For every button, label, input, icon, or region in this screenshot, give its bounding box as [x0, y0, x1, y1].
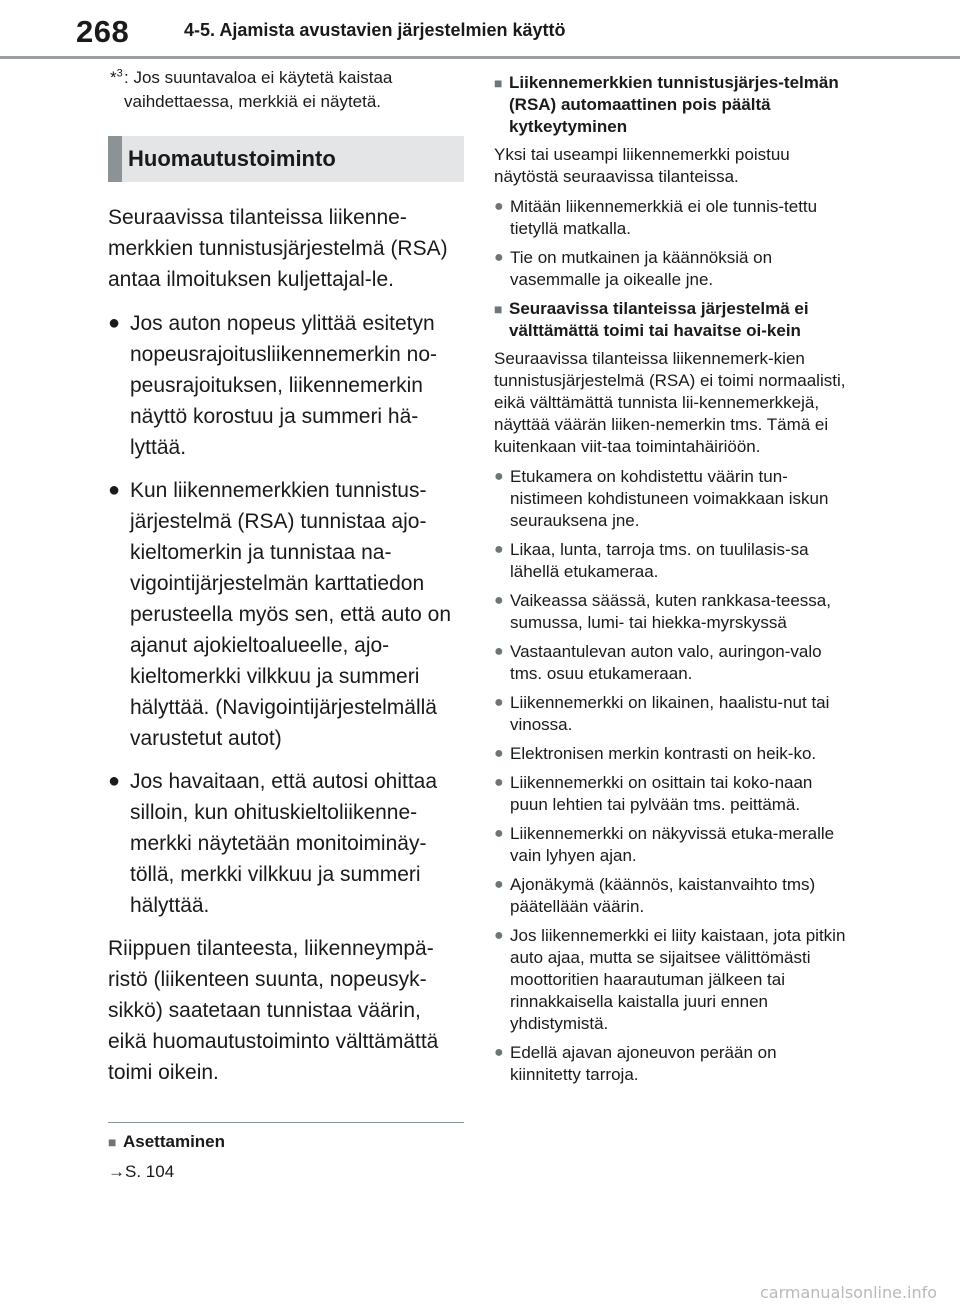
intro-paragraph: Seuraavissa tilanteissa liikenne-merkkien tunnistusjärjestelmä (RSA) antaa ilmoituksen kuljettajal-le. — [108, 206, 448, 291]
list-item: ● Jos havaitaan, että autosi ohittaa silloin, kun ohituskieltoliikenne-merkki näytetään monitoiminäy-töllä, merkki vilkkuu ja summeri hälyttää. — [108, 766, 464, 921]
closing-paragraph: Riippuen tilanteesta, liikenneympä-ristö (liikenteen suunta, nopeusyk-sikkö) saatetaan tunnistaa väärin, eikä huomautustoiminto välttämättä toimi oikein. — [108, 937, 439, 1084]
setting-heading: ■ Asettaminen — [108, 1132, 226, 1151]
left-column — [108, 66, 464, 1183]
list-item: ● Liikennemerkki on likainen, haalistu-nut tai vinossa. — [494, 693, 830, 734]
list-item: ● Mitään liikennemerkkiä ei ole tunnis-tettu tietyllä matkalla. — [494, 197, 818, 238]
malfunction-list — [494, 466, 850, 1086]
filled-circle-icon: ● — [494, 927, 504, 944]
malfunction-heading: ■ Seuraavissa tilanteissa järjestelmä ei välttämättä toimi tai havaitse oi-kein — [494, 299, 809, 340]
page-number: 268 — [76, 14, 130, 49]
header-divider — [0, 56, 960, 59]
section-header-box — [108, 136, 464, 182]
filled-circle-icon: ● — [494, 541, 504, 558]
list-item: ● Kun liikennemerkkien tunnistus-järjestelmä (RSA) tunnistaa ajo-kieltomerkin ja tunnistaa na-vigointijärjestelmän karttatiedon perusteella myös sen, että auto on ajanut ajokieltoalueelle, ajo-kieltomerkki vilkkuu ja summeri hälyttää. (Navigointijärjestelmällä varustetut autot) — [108, 475, 464, 754]
list-item: ● Jos liikennemerkki ei liity kaistaan, jota pitkin auto ajaa, mutta se sijaitsee välittömästi moottoritien haarautuman jälkeen tai rinnakkaisella kaistalla juuri ennen yhdistymistä. — [494, 926, 846, 1033]
bullet-list — [108, 308, 464, 921]
auto-off-heading: ■ Liikennemerkkien tunnistusjärjes-telmän (RSA) automaattinen pois päältä kytkeytyminen — [494, 73, 839, 136]
filled-circle-icon: ● — [494, 198, 504, 215]
filled-square-icon: ■ — [494, 75, 503, 91]
filled-circle-icon: ● — [494, 876, 504, 893]
filled-circle-icon: ● — [494, 745, 504, 762]
filled-circle-icon: ● — [494, 643, 504, 660]
filled-circle-icon: ● — [494, 694, 504, 711]
list-item: ● Tie on mutkainen ja käännöksiä on vasemmalle ja oikealle jne. — [494, 248, 773, 289]
list-item: ● Liikennemerkki on osittain tai koko-naan puun lehtien tai pylvään tms. peittämä. — [494, 773, 813, 814]
page-header — [0, 0, 960, 60]
footnote-marker: *$^3$ — [110, 67, 123, 87]
section-divider — [108, 1122, 464, 1123]
list-item: ● Jos auton nopeus ylittää esitetyn nopeusrajoitusliikennemerkin no-peusrajoituksen, liikennemerkin näyttö korostuu ja summeri hä-lyttää. — [108, 308, 464, 463]
list-item: ● Liikennemerkki on näkyvissä etuka-meralle vain lyhyen ajan. — [494, 824, 835, 865]
footnote-text: : Jos suuntavaloa ei käytetä kaistaa vaihdettaessa, merkkiä ei näytetä. — [124, 68, 393, 111]
right-arrow-icon: → — [108, 1162, 125, 1181]
section-title: Huomautustoiminto — [128, 146, 336, 171]
filled-square-icon: ■ — [494, 301, 503, 317]
page-reference[interactable]: →S. 104 — [108, 1162, 175, 1181]
filled-circle-icon: ● — [108, 479, 121, 501]
footnote — [110, 66, 464, 114]
list-item: ● Etukamera on kohdistettu väärin tun-nistimeen kohdistuneen voimakkaan iskun seurauksena jne. — [494, 467, 829, 530]
list-item: ● Ajonäkymä (käännös, kaistanvaihto tms) päätellään väärin. — [494, 875, 816, 916]
list-item: ● Vastaantulevan auton valo, auringon-valo tms. osuu etukameraan. — [494, 642, 822, 683]
filled-circle-icon: ● — [494, 592, 504, 609]
chapter-title: 4-5. Ajamista avustavien järjestelmien käyttö — [184, 20, 566, 40]
right-column — [494, 72, 850, 1093]
filled-circle-icon: ● — [108, 770, 121, 792]
filled-circle-icon: ● — [494, 1044, 504, 1061]
filled-circle-icon: ● — [494, 249, 504, 266]
filled-square-icon: ■ — [108, 1134, 117, 1150]
filled-circle-icon: ● — [494, 468, 504, 485]
filled-circle-icon: ● — [494, 825, 504, 842]
list-item: ● Vaikeassa säässä, kuten rankkasa-teessa, sumussa, lumi- tai hiekka-myrskyssä — [494, 591, 831, 632]
filled-circle-icon: ● — [494, 774, 504, 791]
list-item: ● Elektronisen merkin kontrasti on heik-ko. — [494, 744, 817, 763]
list-item: ● Likaa, lunta, tarroja tms. on tuulilasis-sa lähellä etukameraa. — [494, 540, 809, 581]
filled-circle-icon: ● — [108, 312, 121, 334]
auto-off-paragraph: Yksi tai useampi liikennemerkki poistuu näytöstä seuraavissa tilanteissa. — [494, 145, 790, 186]
list-item: ● Edellä ajavan ajoneuvon perään on kiinnitetty tarroja. — [494, 1043, 777, 1084]
malfunction-paragraph: Seuraavissa tilanteissa liikennemerk-kien tunnistusjärjestelmä (RSA) ei toimi normaalisti, eikä välttämättä tunnista lii-kennemerkkejä, näyttää väärän liiken-nemerkin tms. Tämä ei kuitenkaan viit-taa toimintahäiriöön. — [494, 349, 846, 456]
watermark[interactable]: carmanualsonline.info — [760, 1283, 938, 1302]
auto-off-list — [494, 196, 850, 291]
